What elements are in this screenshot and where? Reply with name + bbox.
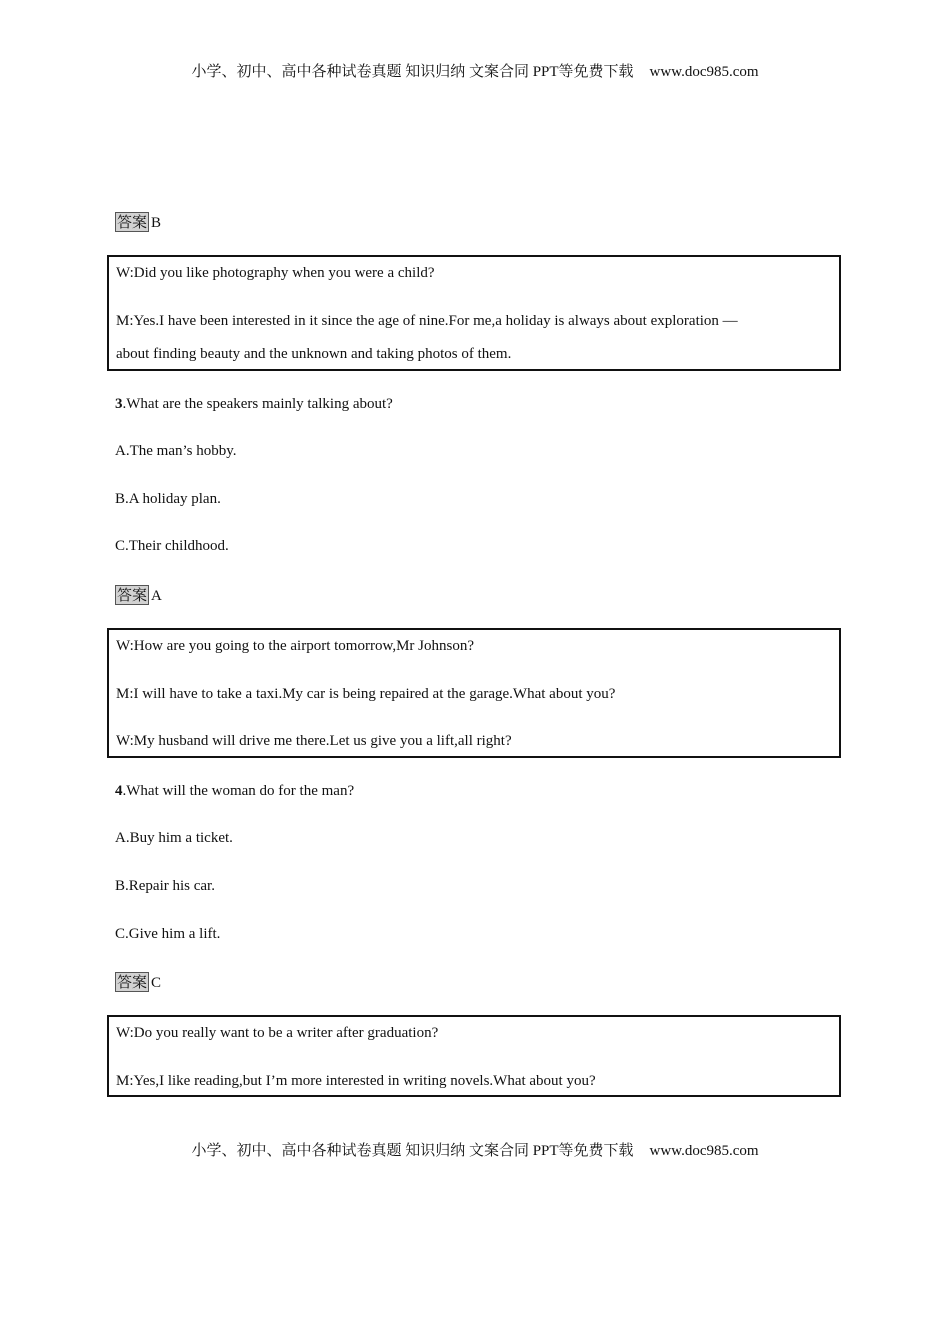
header-site-link[interactable]: www.doc985.com	[649, 64, 759, 80]
question-number: 4	[115, 783, 123, 799]
answer-value: B	[151, 215, 162, 231]
question-number: 3	[115, 396, 123, 412]
transcript-line: W:Did you like photography when you were a child?	[116, 265, 435, 281]
question-4-stem	[115, 783, 354, 800]
footer-text: 小学、初中、高中各种试卷真题 知识归纳 文案合同 PPT等免费下载	[191, 1143, 634, 1159]
transcript-line: W:My husband will drive me there.Let us give you a lift,all right?	[116, 733, 512, 749]
transcript-line: W:How are you going to the airport tomorrow,Mr Johnson?	[116, 638, 474, 654]
option-b: B.Repair his car.	[115, 878, 215, 894]
transcript-box-q5	[107, 1015, 841, 1097]
footer-site-link[interactable]: www.doc985.com	[649, 1143, 759, 1159]
page-header	[0, 60, 950, 81]
transcript-box-q3	[107, 255, 841, 371]
question-text: .What are the speakers mainly talking about?	[122, 396, 393, 412]
page-footer	[0, 1139, 950, 1160]
transcript-line: M:I will have to take a taxi.My car is being repaired at the garage.What about you?	[116, 686, 616, 702]
option-a: A.Buy him a ticket.	[115, 830, 233, 846]
answer-line-prev	[115, 212, 161, 233]
header-text: 小学、初中、高中各种试卷真题 知识归纳 文案合同 PPT等免费下载	[191, 64, 634, 80]
question-text: .What will the woman do for the man?	[122, 783, 355, 799]
answer-value: C	[151, 975, 162, 991]
answer-tag: 答案	[117, 213, 148, 231]
answer-line-q4	[115, 972, 161, 993]
option-b: B.A holiday plan.	[115, 491, 221, 507]
option-c: C.Give him a lift.	[115, 926, 221, 942]
option-c: C.Their childhood.	[115, 538, 229, 554]
transcript-line: M:Yes,I like reading,but I’m more interested in writing novels.What about you?	[116, 1073, 596, 1089]
answer-value: A	[151, 588, 162, 604]
transcript-box-q4	[107, 628, 841, 758]
transcript-line: W:Do you really want to be a writer after graduation?	[116, 1025, 439, 1041]
option-a: A.The man’s hobby.	[115, 443, 237, 459]
answer-line-q3	[115, 585, 162, 606]
question-3-stem	[115, 396, 393, 413]
transcript-line: about finding beauty and the unknown and taking photos of them.	[116, 346, 512, 362]
answer-tag: 答案	[117, 586, 148, 604]
answer-tag: 答案	[117, 973, 148, 991]
transcript-line: M:Yes.I have been interested in it since the age of nine.For me,a holiday is always about exploration —	[116, 313, 738, 329]
